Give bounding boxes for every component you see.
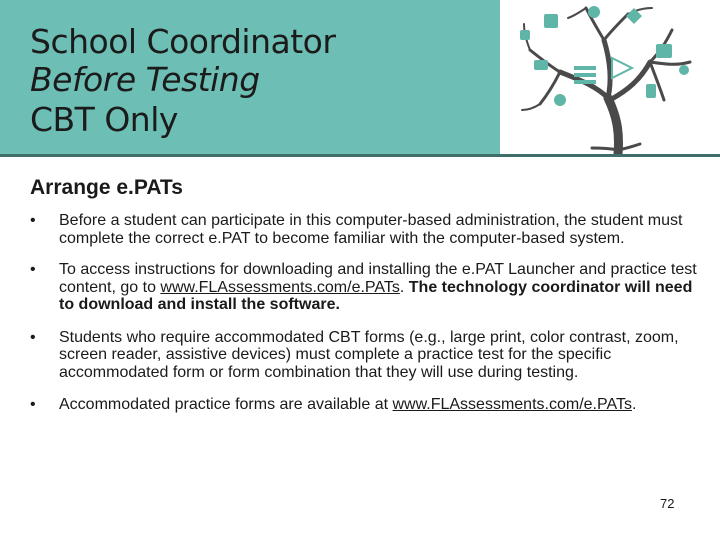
bullet-text: To access instructions for downloading and installing the e.PAT Launcher and practice test content, go to	[59, 261, 697, 296]
header-divider	[0, 154, 720, 157]
bullet-bold-text: The technology coordinator will need to download and install the software.	[59, 278, 693, 313]
eapt-link[interactable]: www.FLAssessments.com/e.PATs	[160, 278, 400, 296]
bullet-marker: •	[30, 261, 36, 278]
list-item	[30, 261, 700, 314]
title-line-2: Before Testing	[30, 60, 260, 99]
slide-header	[0, 0, 720, 157]
title-line-1: School Coordinator	[30, 22, 336, 61]
eapt-link[interactable]: www.FLAssessments.com/e.PATs	[392, 396, 632, 413]
list-item	[30, 212, 700, 247]
bullet-marker: •	[30, 212, 36, 229]
bullet-text: .	[399, 278, 409, 296]
tree-illustration-icon	[500, 0, 720, 154]
bullet-marker: •	[30, 396, 36, 413]
bullet-text: .	[631, 396, 637, 413]
bullet-text: Students who require accommodated CBT forms (e.g., large print, color contrast, zoom, screen reader, assistive devices) must complete a practice test for the specific accommodated form or form combination that they will use during testing.	[59, 328, 679, 381]
page-number: 72	[660, 496, 675, 511]
list-item	[30, 329, 700, 382]
bullet-text: Accommodated practice forms are available at	[59, 396, 393, 413]
bullet-list	[30, 212, 700, 429]
title-line-3: CBT Only	[30, 100, 178, 139]
list-item	[30, 396, 700, 414]
bullet-marker: •	[30, 328, 36, 346]
bullet-text: Before a student can participate in this computer-based administration, the student must complete the correct e.PAT to become familiar with the computer-based system.	[59, 212, 683, 247]
section-title: Arrange e.PATs	[30, 176, 183, 199]
